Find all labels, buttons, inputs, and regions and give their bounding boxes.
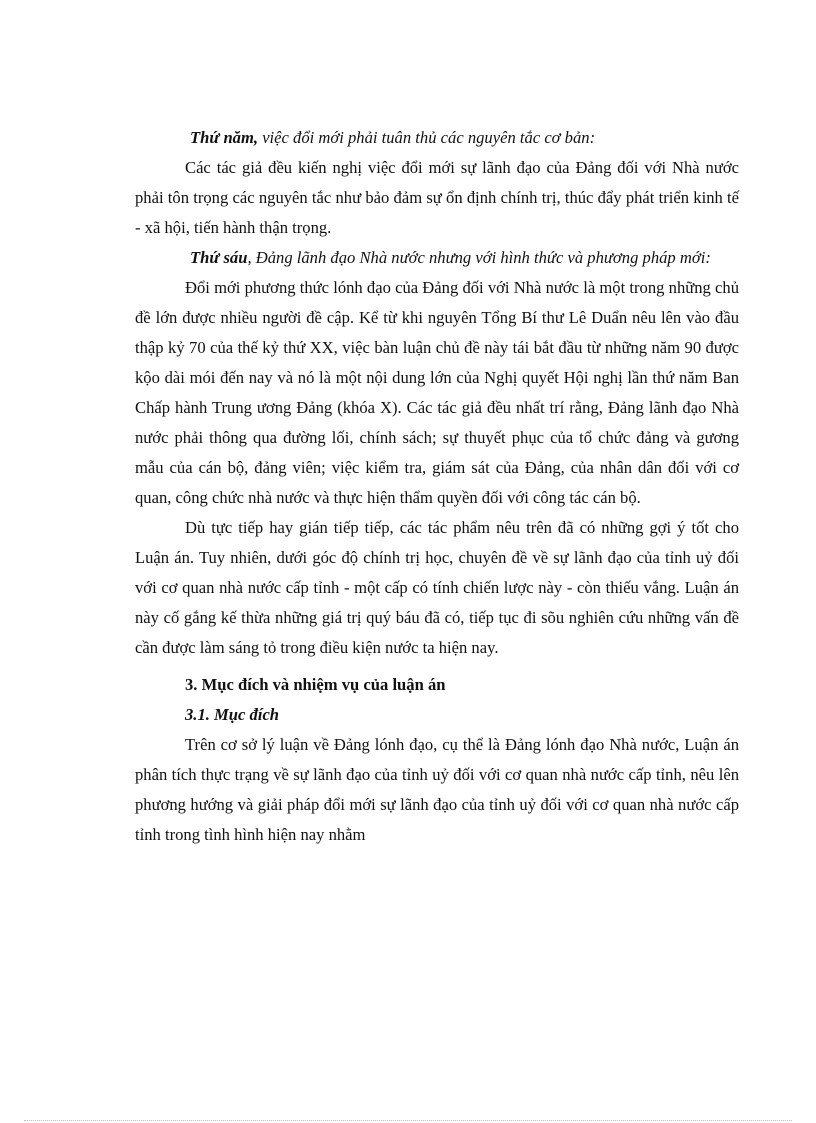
document-page (135, 123, 739, 850)
paragraph-sixth-principle (135, 243, 739, 273)
paragraph-lead: Thứ năm, (190, 128, 259, 147)
section-title: 3. Mục đích và nhiệm vụ của luận án (185, 675, 446, 694)
paragraph-literature-gap: Dù tực tiếp hay gián tiếp tiếp, các tác phẩm nêu trên đã có những gợi ý tốt cho Luận án. Tuy nhiên, dưới góc độ chính trị học, chuyên đề về sự lãnh đạo của tỉnh uỷ đối với cơ quan nhà nước cấp tỉnh - một cấp có tính chiến lược này - còn thiếu vắng. Luận án này cố gắng kế thừa những giá trị quý báu đã có, tiếp tục đi sõu nghiên cứu những vấn đề cần được làm sáng tỏ trong điều kiện nước ta hiện nay. (135, 518, 739, 657)
paragraph-leadership-method: Đổi mới phương thức lónh đạo của Đảng đối với Nhà nước là một trong những chủ đề lớn được nhiều người đề cập. Kể từ khi nguyên Tổng Bí thư Lê Duẩn nêu lên vào đầu thập kỷ 70 của thế kỷ thứ XX, việc bàn luận chủ đề này tái bắt đầu từ những năm 90 được kộo dài mói đến nay và nó là một nội dung lớn của Nghị quyết Hội nghị lần thứ năm Ban Chấp hành Trung ương Đảng (khóa X). Các tác giả đều nhất trí rằng, Đảng lãnh đạo Nhà nước phải thông qua đường lối, chính sách; sự thuyết phục của tổ chức đảng và gương mẫu của cán bộ, đảng viên; việc kiểm tra, giám sát của Đảng, của nhân dân đối với cơ quan, công chức nhà nước và thực hiện thẩm quyền đối với công tác cán bộ. (135, 278, 739, 507)
paragraph-principles: Các tác giả đều kiến nghị việc đổi mới sự lãnh đạo của Đảng đối với Nhà nước phải tôn trọng các nguyên tắc như bảo đảm sự ổn định chính trị, thúc đẩy phát triển kinh tế - xã hội, tiến hành thận trọng. (135, 158, 739, 237)
subsection-title: 3.1. Mục đích (185, 705, 280, 724)
paragraph-fifth-principle (135, 123, 739, 153)
paragraph-purpose: Trên cơ sở lý luận về Đảng lónh đạo, cụ thể là Đảng lónh đạo Nhà nước, Luận án phân tích thực trạng về sự lãnh đạo của tỉnh uỷ đối với cơ quan nhà nước cấp tỉnh, nêu lên phương hướng và giải pháp đổi mới sự lãnh đạo của tỉnh uỷ đối với cơ quan nhà nước cấp tỉnh trong tình hình hiện nay nhằm (135, 735, 739, 844)
paragraph-text: việc đổi mới phải tuân thủ các nguyên tắc cơ bản: (258, 128, 596, 147)
paragraph-text: , Đảng lãnh đạo Nhà nước nhưng với hình thức và phương pháp mới: (247, 248, 711, 267)
paragraph-lead: Thứ sáu (190, 248, 248, 267)
page-bottom-divider (24, 1120, 792, 1121)
